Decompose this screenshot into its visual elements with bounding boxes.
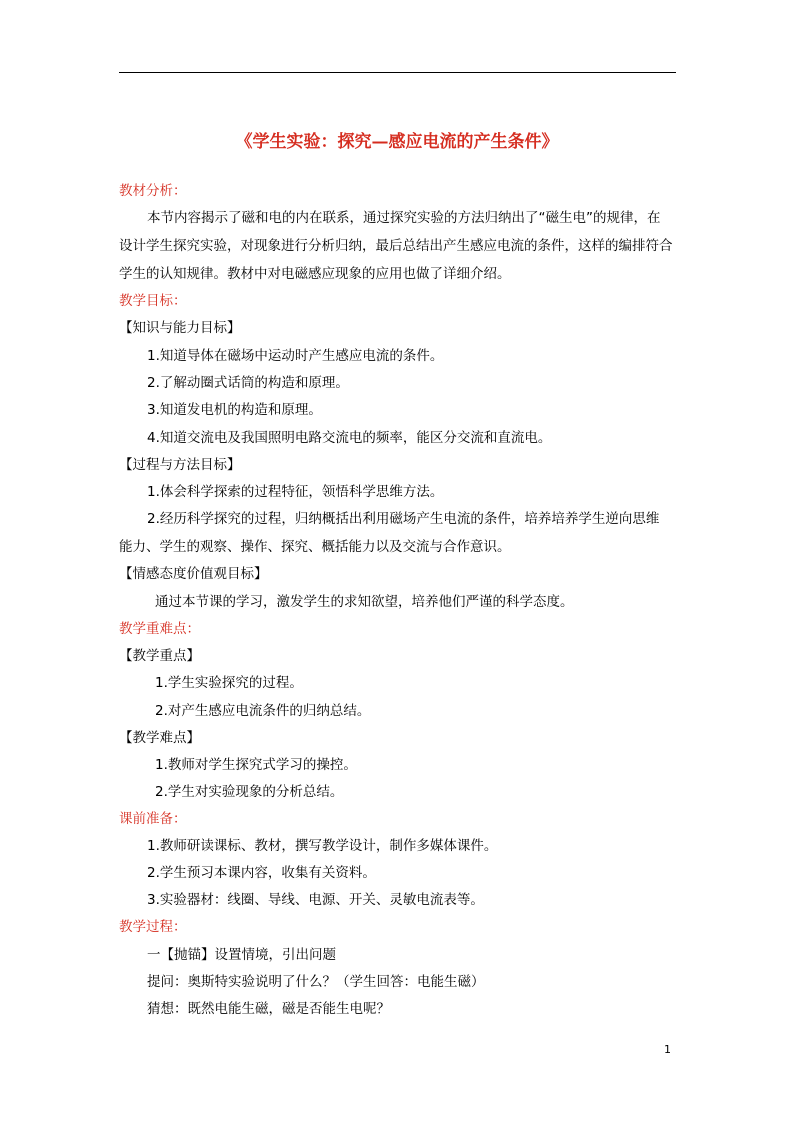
heading-teaching-process: 教学过程： xyxy=(119,919,187,935)
step-line: 一【抛锚】设置情境，引出问题 xyxy=(147,947,336,963)
document-title: 《学生实验：探究—感应电流的产生条件》 xyxy=(235,132,559,152)
list-item: 2.了解动圈式话筒的构造和原理。 xyxy=(147,375,349,391)
list-item: 3.知道发电机的构造和原理。 xyxy=(147,402,322,418)
question-line: 提问：奥斯特实验说明了什么？（学生回答：电能生磁） xyxy=(147,974,485,990)
hypothesis-line: 猜想：既然电能生磁，磁是否能生电呢？ xyxy=(147,1001,390,1017)
heading-key-difficult-points: 教学重难点： xyxy=(119,621,200,637)
paragraph-line: 学生的认知规律。教材中对电磁感应现象的应用也做了详细介绍。 xyxy=(119,266,511,282)
list-item: 3.实验器材：线圈、导线、电源、开关、灵敏电流表等。 xyxy=(147,892,484,908)
list-item: 1.体会科学探索的过程特征，领悟科学思维方法。 xyxy=(147,484,444,500)
subheading-key-points: 【教学重点】 xyxy=(119,648,200,664)
heading-preparation: 课前准备： xyxy=(119,811,187,827)
paragraph-line: 本节内容揭示了磁和电的内在联系，通过探究实验的方法归纳出了“磁生电”的规律，在 xyxy=(147,210,661,226)
list-item: 1.教师对学生探究式学习的操控。 xyxy=(155,757,357,773)
list-item: 2.经历科学探究的过程，归纳概括出利用磁场产生电流的条件，培养培养学生逆向思维 xyxy=(147,511,660,527)
list-item: 4.知道交流电及我国照明电路交流电的频率，能区分交流和直流电。 xyxy=(147,430,552,446)
header-rule xyxy=(119,72,676,73)
page-number: 1 xyxy=(664,1043,671,1056)
list-item: 1.教师研读课标、教材，撰写教学设计，制作多媒体课件。 xyxy=(147,838,498,854)
subheading-knowledge-goals: 【知识与能力目标】 xyxy=(119,320,241,336)
list-item: 2.学生对实验现象的分析总结。 xyxy=(155,784,344,800)
paragraph-line: 设计学生探究实验，对现象进行分析归纳，最后总结出产生感应电流的条件，这样的编排符合 xyxy=(119,238,673,254)
heading-textbook-analysis: 教材分析： xyxy=(119,183,187,199)
paragraph-line: 通过本节课的学习，激发学生的求知欲望，培养他们严谨的科学态度。 xyxy=(155,594,574,610)
subheading-attitude-goals: 【情感态度价值观目标】 xyxy=(119,566,268,582)
list-item: 1.学生实验探究的过程。 xyxy=(155,675,303,691)
list-item: 2.学生预习本课内容，收集有关资料。 xyxy=(147,865,376,881)
subheading-process-goals: 【过程与方法目标】 xyxy=(119,457,241,473)
subheading-difficult-points: 【教学难点】 xyxy=(119,730,200,746)
list-item-continued: 能力、学生的观察、操作、探究、概括能力以及交流与合作意识。 xyxy=(119,539,511,555)
list-item: 1.知道导体在磁场中运动时产生感应电流的条件。 xyxy=(147,348,444,364)
list-item: 2.对产生感应电流条件的归纳总结。 xyxy=(155,703,371,719)
heading-teaching-goals: 教学目标： xyxy=(119,293,187,309)
